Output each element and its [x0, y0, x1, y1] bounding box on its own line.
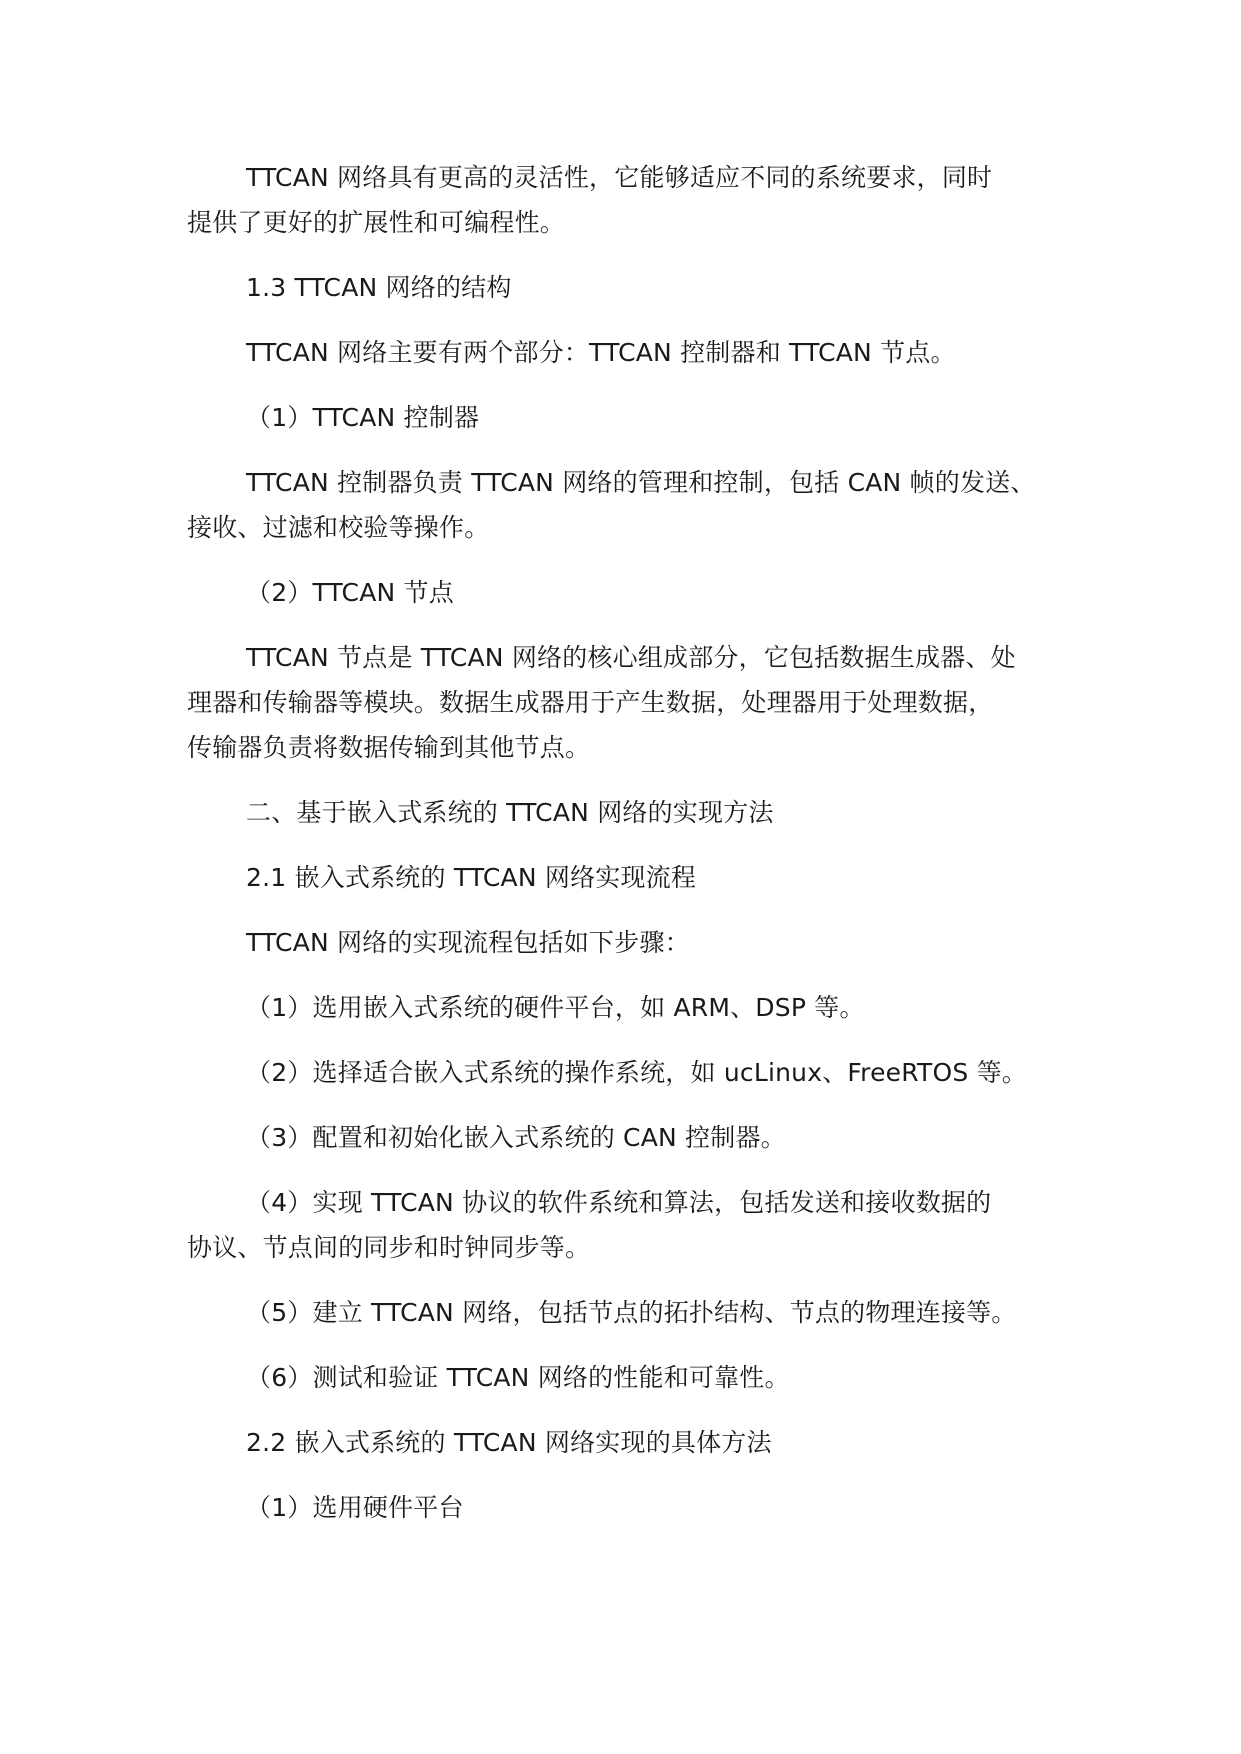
text-line: TTCAN 网络的实现流程包括如下步骤： [246, 928, 690, 957]
text-line: 二、基于嵌入式系统的 TTCAN 网络的实现方法 [246, 798, 774, 827]
text-line: （5）建立 TTCAN 网络，包括节点的拓扑结构、节点的物理连接等。 [246, 1298, 1017, 1327]
step-3 [187, 1115, 1077, 1180]
paragraph-controller-desc [187, 460, 1077, 570]
text-line: （3）配置和初始化嵌入式系统的 CAN 控制器。 [246, 1123, 786, 1152]
step-4 [187, 1180, 1077, 1290]
text-line: 2.2 嵌入式系统的 TTCAN 网络实现的具体方法 [246, 1428, 772, 1457]
document-page [187, 155, 1077, 1550]
section-heading-1-3 [187, 265, 1077, 330]
text-line: （2）TTCAN 节点 [246, 578, 454, 607]
text-line: （1）选用硬件平台 [246, 1493, 464, 1522]
paragraph-ttcan-parts [187, 330, 1077, 395]
text-line: 传输器负责将数据传输到其他节点。 [187, 733, 591, 762]
step-2 [187, 1050, 1077, 1115]
section-heading-2-1 [187, 855, 1077, 920]
text-line: 2.1 嵌入式系统的 TTCAN 网络实现流程 [246, 863, 697, 892]
paragraph-node-desc [187, 635, 1077, 790]
text-line: TTCAN 网络具有更高的灵活性，它能够适应不同的系统要求，同时 [246, 163, 993, 192]
text-line: 1.3 TTCAN 网络的结构 [246, 273, 512, 302]
text-line: （1）选用嵌入式系统的硬件平台，如 ARM、DSP 等。 [246, 993, 865, 1022]
subheading-node [187, 570, 1077, 635]
subheading-hardware-platform [187, 1485, 1077, 1550]
step-6 [187, 1355, 1077, 1420]
text-line: 协议、节点间的同步和时钟同步等。 [187, 1233, 591, 1262]
paragraph-steps-intro [187, 920, 1077, 985]
step-1 [187, 985, 1077, 1050]
text-line: （6）测试和验证 TTCAN 网络的性能和可靠性。 [246, 1363, 790, 1392]
text-line: TTCAN 节点是 TTCAN 网络的核心组成部分，它包括数据生成器、处 [246, 643, 1016, 672]
text-line: 提供了更好的扩展性和可编程性。 [187, 208, 566, 237]
text-line: （2）选择适合嵌入式系统的操作系统，如 ucLinux、FreeRTOS 等。 [246, 1058, 1027, 1087]
subheading-controller [187, 395, 1077, 460]
section-heading-2-2 [187, 1420, 1077, 1485]
text-line: 理器和传输器等模块。数据生成器用于产生数据，处理器用于处理数据， [187, 688, 994, 717]
text-line: 接收、过滤和校验等操作。 [187, 513, 490, 542]
chapter-heading-2 [187, 790, 1077, 855]
paragraph-ttcan-flexibility [187, 155, 1077, 265]
text-line: TTCAN 网络主要有两个部分：TTCAN 控制器和 TTCAN 节点。 [246, 338, 956, 367]
text-line: TTCAN 控制器负责 TTCAN 网络的管理和控制，包括 CAN 帧的发送、 [246, 468, 1036, 497]
text-line: （4）实现 TTCAN 协议的软件系统和算法，包括发送和接收数据的 [246, 1188, 992, 1217]
text-line: （1）TTCAN 控制器 [246, 403, 480, 432]
step-5 [187, 1290, 1077, 1355]
